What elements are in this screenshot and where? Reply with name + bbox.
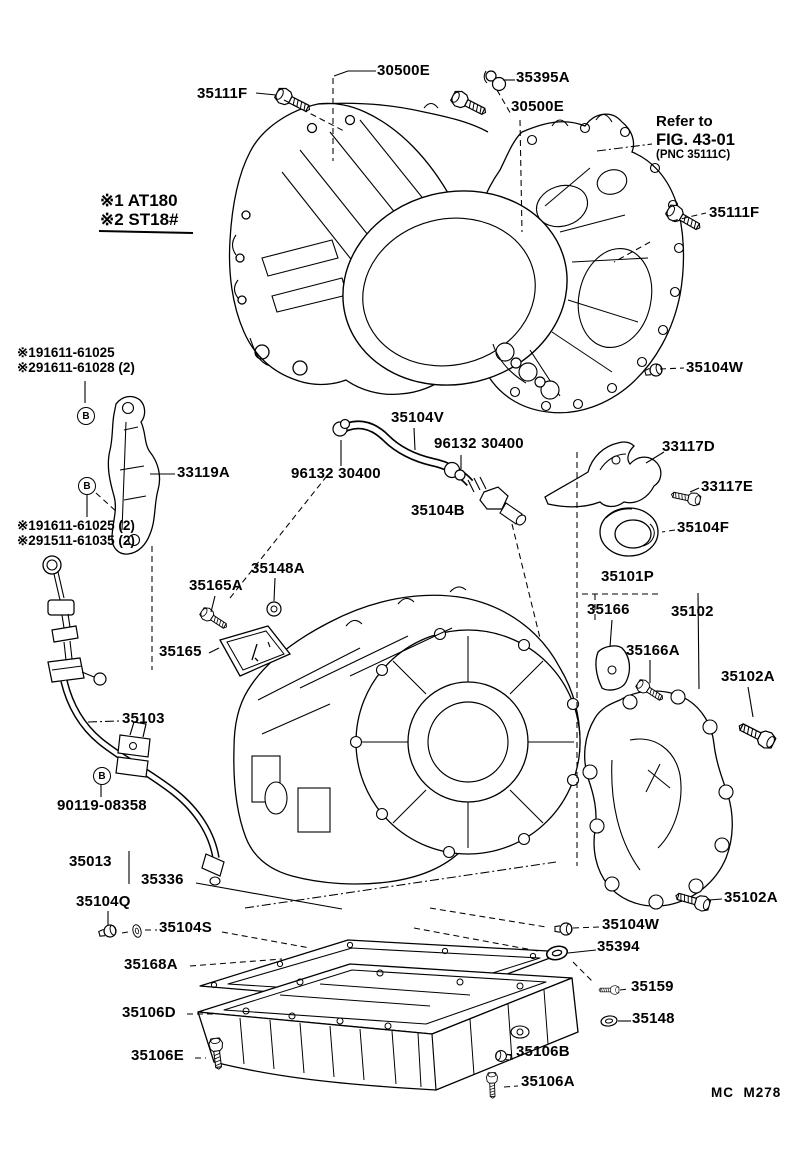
refer-note-line3: (PNC 35111C) (656, 149, 731, 162)
part-label-35104w-lower: 35104W (602, 916, 660, 933)
part-label-35165: 35165 (159, 643, 202, 660)
refer-note-line2: FIG. 43-01 (656, 131, 735, 149)
part-label-35104f: 35104F (677, 519, 730, 536)
part-label-35394: 35394 (597, 938, 640, 955)
part-label-30500e-1: 30500E (377, 62, 430, 79)
part-label-30500e-2: 30500E (511, 98, 564, 115)
circled-b-marker-2: B (78, 477, 96, 495)
part-label-35166: 35166 (587, 601, 630, 618)
part-label-35106d: 35106D (122, 1004, 176, 1021)
part-label-35168a: 35168A (124, 956, 178, 973)
part-label-35104s: 35104S (159, 919, 212, 936)
part-label-35013: 35013 (69, 853, 112, 870)
part-label-35102a-bottom: 35102A (724, 889, 778, 906)
circled-b-marker-1: B (77, 407, 95, 425)
part-label-35103: 35103 (122, 710, 165, 727)
circled-b-marker-3: B (93, 767, 111, 785)
part-label-35104w-upper: 35104W (686, 359, 744, 376)
part-label-33119a: 33119A (177, 464, 230, 481)
model-note-underline (99, 230, 193, 234)
part-label-35165a: 35165A (189, 577, 243, 594)
part-label-35102: 35102 (671, 603, 714, 620)
part-label-35148: 35148 (632, 1010, 675, 1027)
part-label-35104q: 35104Q (76, 893, 131, 910)
part-label-35104v: 35104V (391, 409, 444, 426)
part-label-35101p: 35101P (601, 568, 654, 585)
part-label-35395a: 35395A (516, 69, 570, 86)
model-applicability-note: ※1 AT180 ※2 ST18# (100, 191, 179, 230)
part-label-35106b: 35106B (516, 1043, 570, 1060)
part-label-33117d: 33117D (662, 438, 715, 455)
refer-note-line1: Refer to (656, 113, 713, 130)
part-label-33117e: 33117E (701, 478, 754, 495)
part-label-90119-08358: 90119-08358 (57, 797, 147, 814)
part-label-35111f-right: 35111F (709, 204, 760, 221)
stud-note-top: ※191611-61025 ※291611-61028 (2) (17, 345, 135, 376)
figure-code: MC M278 (711, 1085, 782, 1100)
part-label-35148a: 35148A (251, 560, 305, 577)
part-label-35106e: 35106E (131, 1047, 184, 1064)
part-label-35102a-top: 35102A (721, 668, 775, 685)
part-label-96132-30400-left: 96132 30400 (291, 465, 381, 482)
part-label-35336: 35336 (141, 871, 184, 888)
part-label-35104b: 35104B (411, 502, 465, 519)
part-label-35106a: 35106A (521, 1073, 575, 1090)
part-label-35159: 35159 (631, 978, 674, 995)
part-label-35166a: 35166A (626, 642, 680, 659)
refer-note (656, 113, 735, 163)
part-label-96132-30400-right: 96132 30400 (434, 435, 524, 452)
part-label-35111f-top-left: 35111F (197, 85, 248, 102)
stud-note-bottom: ※191611-61025 (2) ※291511-61035 (2) (17, 518, 135, 549)
